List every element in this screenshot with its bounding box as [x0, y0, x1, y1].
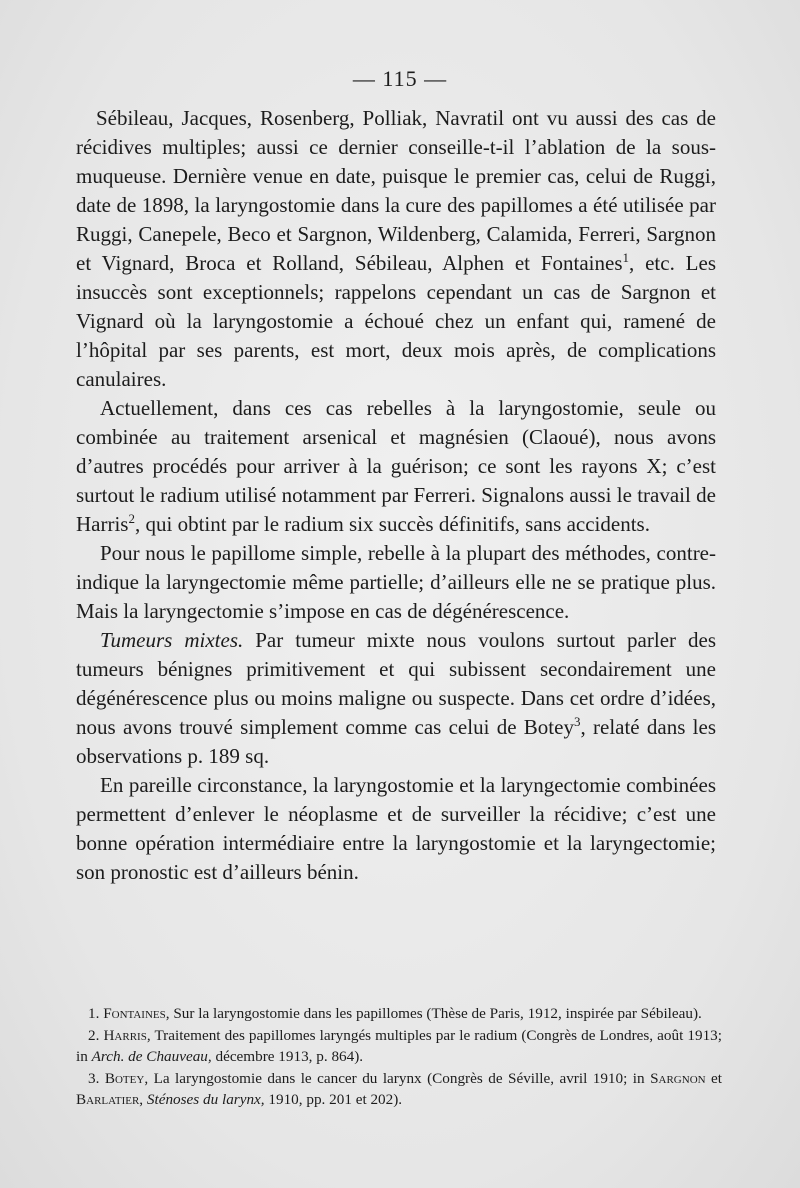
paragraph-1: [76, 104, 716, 394]
paragraph-4: [76, 626, 716, 771]
footnote-2-author: Harris,: [103, 1026, 151, 1044]
paragraph-3-text: Pour nous le papillome simple, rebelle à la plupart des méthodes, contre-indique la laryngectomie même partielle; d’ailleurs elle ne se pratique plus. Mais la laryngectomie s’impose en cas de dégénérescence.: [76, 541, 716, 623]
paragraph-4-text: Par tumeur mixte nous voulons surtout parler des tumeurs bénignes primitivement et qui subissent secondairement une dégénérescence plus ou moins maligne ou suspecte. Dans cet ordre d’idées, nous avons trouvé simplement comme cas celui de Botey: [76, 628, 716, 739]
footnote-3-title: Sténoses du larynx,: [143, 1091, 265, 1108]
footnote-3-text: La laryngostomie dans le cancer du larynx (Congrès de Séville, avril 1910; in: [148, 1069, 651, 1087]
footnote-3-author-3: Barlatier,: [76, 1091, 144, 1108]
footnote-1: [76, 1003, 722, 1025]
footnote-3: [76, 1068, 722, 1111]
footnote-3-tail: 1910, pp. 201 et 202).: [264, 1091, 403, 1108]
paragraph-1-text: Sébileau, Jacques, Rosenberg, Polliak, Navratil ont vu aussi des cas de récidives multiples; aussi ce dernier conseille-t-il l’ablation de la sous-muqueuse. Dernière venue en date, puisque le premier cas, celui de Ruggi, date de 1898, la laryngostomie dans la cure des papillomes a été utilisée par Ruggi, Canepele, Beco et Sargnon, Wildenberg, Calamida, Ferreri, Sargnon et Vignard, Broca et Rolland, Sébileau, Alphen et Fontaines: [76, 106, 716, 275]
footnote-2-journal: Arch. de Chauveau,: [91, 1048, 212, 1065]
footnote-1-text: Sur la laryngostomie dans les papillomes (Thèse de Paris, 1912, inspirée par Sébileau).: [169, 1005, 702, 1022]
paragraph-5-text: En pareille circonstance, la laryngostomie et la laryngectomie combinées permettent d’enlever le néoplasme et de surveiller la récidive; c’est une bonne opération intermédiaire entre la laryngostomie et la laryngectomie; son pronostic est d’ailleurs bénin.: [76, 773, 716, 884]
footnote-3-and: et: [705, 1069, 723, 1087]
footnote-2-text: Traitement des papillomes laryngés multiples par le radium (Congrès de Londres, août 1913; in: [76, 1026, 722, 1065]
paragraph-4-tail: , relaté dans les observations p. 189 sq.: [76, 715, 717, 768]
paragraph-2: [76, 394, 716, 539]
footnote-3-author: Botey,: [104, 1069, 149, 1087]
body-text: [76, 104, 716, 887]
footnote-2-tail: décembre 1913, p. 864).: [211, 1048, 364, 1065]
paragraph-4-heading: Tumeurs mixtes.: [100, 628, 244, 652]
footnotes: [76, 1003, 722, 1111]
footnote-1-author: Fontaines,: [103, 1005, 170, 1022]
paragraph-2-tail: , qui obtint par le radium six succès définitifs, sans accidents.: [134, 512, 650, 536]
paragraph-2-text: Actuellement, dans ces cas rebelles à la laryngostomie, seule ou combinée au traitement arsenical et magnésien (Claoué), nous avons d’autres procédés pour arriver à la guérison; ce sont les rayons X; c’est surtout le radium utilisé notamment par Ferreri. Signalons aussi le travail de Harris: [76, 396, 716, 536]
footnote-ref-1: 1: [622, 250, 629, 265]
footnote-1-number: 1.: [88, 1005, 100, 1022]
paragraph-3: [76, 539, 716, 626]
footnote-ref-2: 2: [128, 511, 135, 526]
footnote-ref-3: 3: [573, 714, 581, 729]
page-number: — 115 —: [352, 66, 448, 91]
paragraph-5: [76, 771, 716, 887]
footnote-2-number: 2.: [88, 1026, 100, 1044]
paragraph-1-tail: , etc. Les insuccès sont exceptionnels; rappelons cependant un cas de Sargnon et Vignard où la laryngostomie a échoué chez un enfant qui, ramené de l’hôpital par ses parents, est mort, deux mois après, de complications canulaires.: [76, 251, 717, 391]
footnote-2: [76, 1025, 722, 1068]
footnote-3-number: 3.: [88, 1069, 100, 1087]
footnote-3-author-2: Sargnon: [650, 1069, 706, 1087]
